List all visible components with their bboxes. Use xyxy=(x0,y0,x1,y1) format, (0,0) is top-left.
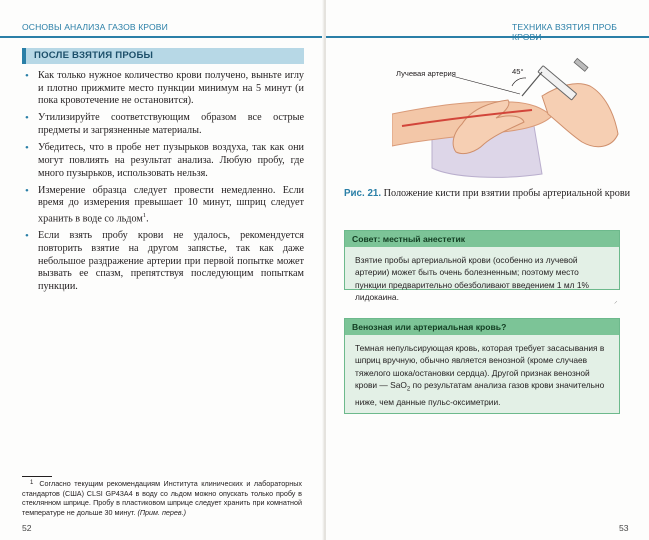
blood-type-box-body: Темная непульсирующая кровь, которая требует засасывания в шприц вручную, обычно является венозной (кроме случаев тяжелого шока/остановки сердца). Другой признак венозной крови — SaO$_2$ по результатам анализа газов крови значительно ниже, чем данные пульс-оксиметрии. xyxy=(355,343,605,408)
list-item: • Утилизируйте соответствующим образом все острые предметы и загрязненные материалы. xyxy=(22,112,304,137)
left-page xyxy=(0,0,324,540)
footnote-number: 1 xyxy=(30,480,34,486)
blood-type-box-title: Венозная или артериальная кровь? xyxy=(345,319,619,335)
tip-box xyxy=(344,230,620,303)
footnote-ref: 1 xyxy=(142,211,147,219)
footnote-divider xyxy=(22,476,52,477)
running-header-left: ОСНОВЫ АНАЛИЗА ГАЗОВ КРОВИ xyxy=(22,22,168,32)
page-number-left: 52 xyxy=(22,523,32,533)
angle-arc xyxy=(512,78,526,86)
blood-type-box xyxy=(344,318,620,414)
header-rule-left xyxy=(0,36,324,38)
footnote-text: Согласно текущим рекомендациям Института клинических и лабораторных стандартов (США) CLSI GP43A4 в воду со льдом можно опускать только пробу в стеклянном шприце. Пробу в пластиковом шприце следует хранить при комнатной температуре не дольше 30 минут. xyxy=(22,479,302,518)
caption-label: Рис. 21. xyxy=(344,188,382,199)
list-item: • Измерение образца следует провести немедленно. Если время до измерения превышает 10 минут, шприц следует хранить в воде со льдом$^1$. xyxy=(22,185,304,227)
list-item: • Убедитесь, что в пробе нет пузырьков воздуха, так как они могут повлиять на результат анализа. Любую пробу, где много пузырьков, использовать нельзя. xyxy=(22,142,304,180)
label-radial-artery: Лучевая артерия xyxy=(396,69,456,78)
figure-caption xyxy=(344,188,644,199)
tip-box-title: Совет: местный анестетик xyxy=(345,231,619,247)
list-item: • Как только нужное количество крови получено, выньте иглу и плотно прижмите место пункции минимум на 5 минут (и пока кровотечение не остановится). xyxy=(22,70,304,108)
stray-mark: ⸝ xyxy=(614,297,618,305)
list-item: • Если взять пробу крови не удалось, рекомендуется повторить взятие на другом запястье, так как даже небольшое раздражение артерии при первой попытке может вызвать ее спазм, препятствуя последующим попыткам пункции. xyxy=(22,230,304,294)
tip-box-body: Взятие пробы артериальной крови (особенно из лучевой артерии) может быть очень болезненным; поэтому место пункции предварительно обезболивают введением 1 мл 1% лидокаина. xyxy=(355,255,589,303)
syringe-hand xyxy=(542,84,618,147)
wrist-puncture-illustration xyxy=(392,56,632,180)
artery-leader-line xyxy=(452,76,520,94)
label-angle: 45° xyxy=(512,67,524,76)
section-heading xyxy=(22,48,304,64)
page-number-right: 53 xyxy=(619,523,629,533)
footnote xyxy=(22,479,302,518)
caption-text: Положение кисти при взятии пробы артериальной крови xyxy=(383,188,631,199)
section-title: ПОСЛЕ ВЗЯТИЯ ПРОБЫ xyxy=(34,50,154,61)
bullet-list xyxy=(22,70,304,298)
header-rule-right xyxy=(326,36,649,38)
right-page xyxy=(326,0,649,540)
running-header-right: ТЕХНИКА ВЗЯТИЯ ПРОБ xyxy=(512,22,617,32)
footnote-translator-note: (Прим. перев.) xyxy=(137,508,187,518)
